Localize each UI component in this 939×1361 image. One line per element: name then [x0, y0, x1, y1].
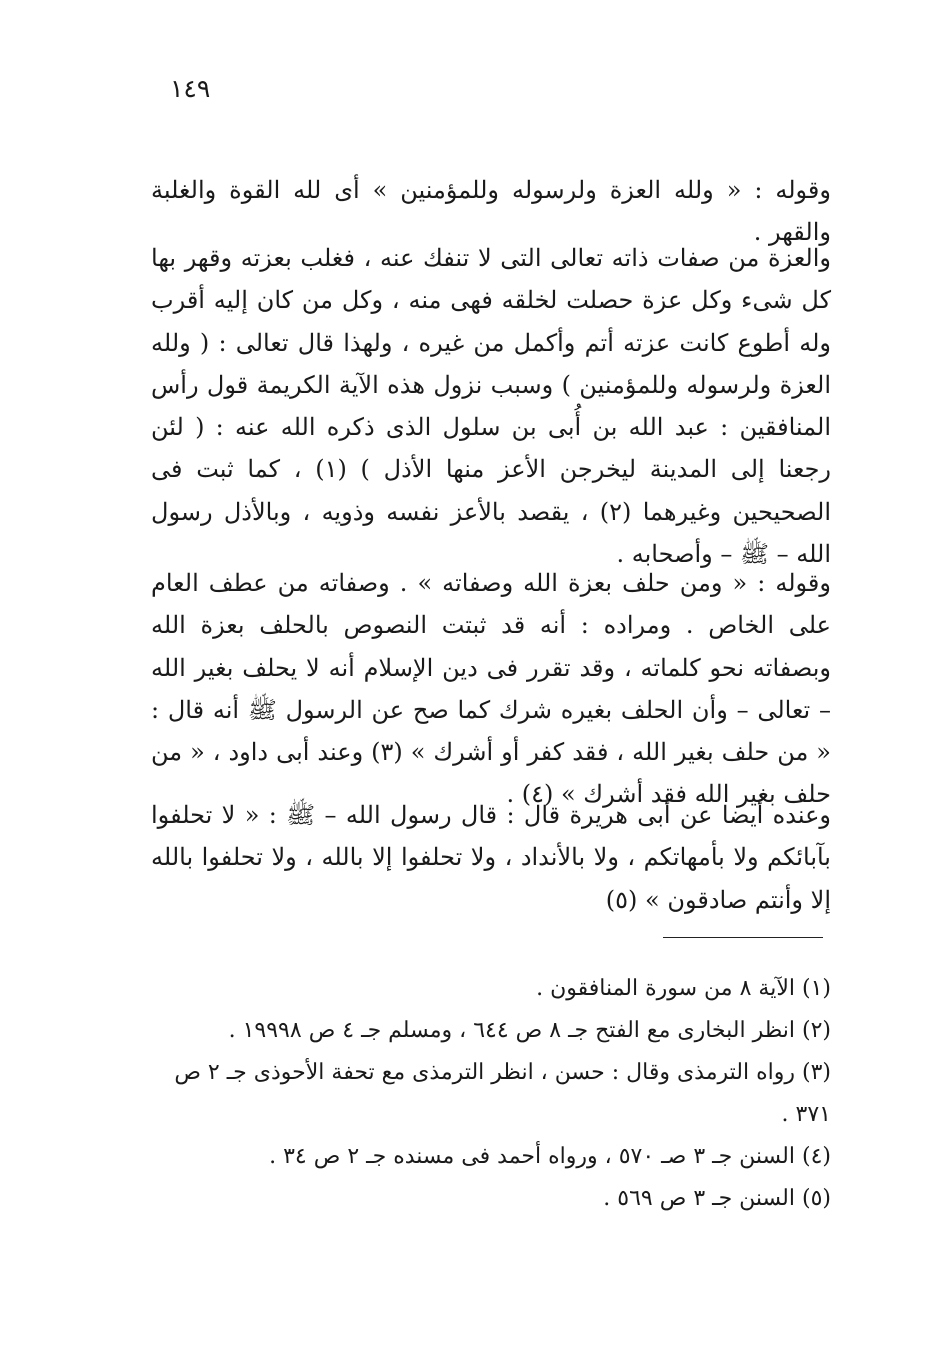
footnote-3: (٣) رواه الترمذى وقال : حسن ، انظر الترمذى مع تحفة الأحوذى جـ ٢ ص ٣٧١ . [174, 1060, 831, 1127]
footnote-4: (٤) السنن جـ ٣ صـ ٥٧٠ ، ورواه أحمد فى مسنده جـ ٢ ص ٣٤ . [269, 1144, 831, 1169]
paragraph-2: والعزة من صفات ذاته تعالى التى لا تنفك عنه ، فغلب بعزته وقهر بها كل شىء وكل عزة حصلت لخلقه فهى منه ، وكل من كان إليه أقرب وله أطوع كانت عزته أتم وأكمل من غيره ، ولهذا قال تعالى : ( ولله العزة ولرسوله وللمؤمنين ) وسبب نزول هذه الآية الكريمة قول رأس المنافقين : عبد الله بن أُبى بن سلول الذى ذكره الله عنه : ( لئن رجعنا إلى المدينة ليخرجن الأعز منها الأذل ) (١) ، كما ثبت فى الصحيحين وغيرهما (٢) ، يقصد بالأعز نفسه وذويه ، وبالأذل رسول الله – ﷺ – وأصحابه . [151, 244, 832, 569]
paragraph-4: وعنده أيضا عن أبى هريرة قال : قال رسول الله – ﷺ : « لا تحلفوا بآبائكم ولا بأمهاتكم ، ولا بالأنداد ، ولا تحلفوا إلا بالله ، ولا تحلفوا بالله إلا وأنتم صادقون » (٥) [151, 801, 831, 914]
footnote-divider [663, 937, 823, 938]
paragraph-3: وقوله : « ومن حلف بعزة الله وصفاته » . وصفاته من عطف العام على الخاص . ومراده : أنه قد ثبتت النصوص بالحلف بعزة الله وبصفاته نحو كلماته ، وقد تقرر فى دين الإسلام أنه لا يحلف بغير الله – تعالى – وأن الحلف بغيره شرك كما صح عن الرسول ﷺ أنه قال : « من حلف بغير الله ، فقد كفر أو أشرك » (٣) وعند أبى داود ، « من حلف بغير الله فقد أشرك » (٤) . [151, 569, 831, 809]
footnote-2: (٢) انظر البخارى مع الفتح جـ ٨ ص ٦٤٤ ، ومسلم جـ ٤ ص ١٩٩٩٨ . [228, 1018, 831, 1043]
page-number: ١٤٩ [170, 74, 211, 103]
footnote-5: (٥) السنن جـ ٣ ص ٥٦٩ . [603, 1186, 831, 1211]
paragraph-1: وقوله : « ولله العزة ولرسوله وللمؤمنين » أى لله القوة والغلبة والقهر . [151, 176, 831, 247]
footnotes [151, 968, 831, 1220]
footnote-1: (١) الآية ٨ من سورة المنافقون . [536, 976, 831, 1001]
